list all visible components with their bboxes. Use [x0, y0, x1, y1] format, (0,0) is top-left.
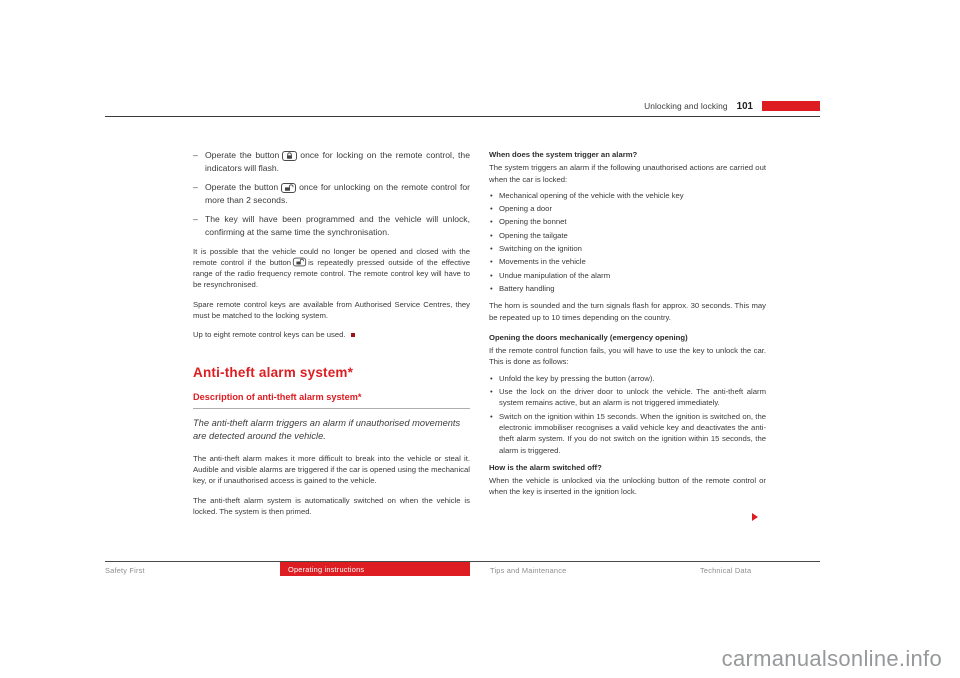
section-subheading: Description of anti-theft alarm system*: [193, 392, 470, 409]
paragraph-heading: When does the system trigger an alarm?: [489, 150, 638, 159]
list-item: • Switching on the ignition: [489, 243, 766, 254]
end-of-section-marker: [351, 333, 356, 338]
instruction-text: The key will have been programmed and the vehicle will unlock, confirming at the same time the synchronisation.: [205, 214, 470, 237]
right-column: [489, 149, 766, 503]
list-item: [193, 181, 470, 206]
body-paragraph: [193, 329, 470, 340]
header-accent-block: [762, 101, 820, 111]
paragraph-heading: Opening the doors mechanically (emergency opening): [489, 332, 688, 342]
list-item: • Switch on the ignition within 15 seconds. When the ignition is switched on, the electronic immobiliser recognises a valid vehicle key and deactivates the anti-theft alarm system. If you do not switch on the ignition within 15 seconds, the alarm is triggered.: [489, 411, 766, 456]
list-item: • Unfold the key by pressing the button (arrow).: [489, 373, 766, 384]
body-text: Up to eight remote control keys can be used.: [193, 330, 346, 340]
unlock-button-icon: [293, 258, 306, 267]
note-text: is repeatedly pressed outside of the effective range of the radio frequency remote control. The remote control key will have to be resynchronised.: [193, 257, 470, 290]
body-paragraph: The anti-theft alarm makes it more difficult to break into the vehicle or steal it. Audible and visible alarms are triggered if the car is opened using the mechanical key, or if unauthorised access is gained to the vehicle.: [193, 453, 470, 486]
site-watermark: carmanualsonline.info: [721, 646, 942, 671]
section-title: Unlocking and locking: [644, 101, 728, 111]
header-rule: [105, 116, 820, 117]
instruction-list: [193, 149, 470, 239]
list-item: • Movements in the vehicle: [489, 256, 766, 267]
continue-arrow-icon: [752, 513, 758, 521]
chapter-heading: Anti-theft alarm system*: [193, 364, 354, 380]
instruction-text: once for locking on the remote control, the indicators will flash.: [205, 150, 470, 173]
list-item: • Battery handling: [489, 283, 766, 294]
footer-tab-operating-instructions: Operating instructions: [280, 562, 470, 576]
footer-tab-technical-data: Technical Data: [700, 566, 752, 575]
body-paragraph: The system triggers an alarm if the following unauthorised actions are carried out when the car is locked:: [489, 163, 766, 184]
page-header: [105, 98, 820, 114]
list-item: • Undue manipulation of the alarm: [489, 270, 766, 281]
list-item: • Use the lock on the driver door to unlock the vehicle. The anti-theft alarm system remains active, but an alarm is not triggered immediately.: [489, 386, 766, 409]
body-paragraph: If the remote control function fails, you will have to use the key to unlock the car. This is done as follows:: [489, 346, 766, 367]
list-item: • Opening the tailgate: [489, 230, 766, 241]
body-paragraph: Spare remote control keys are available from Authorised Service Centres, they must be matched to the locking system.: [193, 299, 470, 321]
note-text: It is possible that the vehicle could no longer be opened and closed with the remote control if the button: [193, 246, 470, 267]
lock-button-icon: [282, 151, 297, 161]
footer-tab-tips-maintenance: Tips and Maintenance: [490, 566, 567, 575]
footer-tab-safety-first: Safety First: [105, 566, 145, 575]
left-column: [193, 149, 470, 525]
list-item: [193, 213, 470, 238]
alarm-trigger-list: [489, 190, 766, 294]
list-item: [193, 149, 470, 174]
body-paragraph: The horn is sounded and the turn signals flash for approx. 30 seconds. This may be repeated up to 10 times depending on the country.: [489, 301, 766, 322]
emergency-steps-list: [489, 373, 766, 456]
list-item: • Opening a door: [489, 203, 766, 214]
paragraph-heading: How is the alarm switched off?: [489, 462, 602, 472]
body-paragraph: When the vehicle is unlocked via the unlocking button of the remote control or when the key is inserted in the ignition lock.: [489, 476, 766, 497]
unlock-button-icon: [281, 183, 296, 193]
body-paragraph: The anti-theft alarm system is automatically switched on when the vehicle is locked. The system is then primed.: [193, 495, 470, 516]
list-item: • Mechanical opening of the vehicle with the vehicle key: [489, 190, 766, 201]
note-paragraph: [193, 246, 470, 291]
lead-paragraph: The anti-theft alarm triggers an alarm if unauthorised movements are detected around the vehicle.: [193, 417, 461, 441]
page-number: 101: [736, 100, 753, 112]
instruction-text: once for unlocking on the remote control for more than 2 seconds.: [205, 182, 470, 205]
instruction-text: Operate the button: [205, 182, 279, 193]
instruction-text: Operate the button: [205, 150, 280, 160]
list-item: • Opening the bonnet: [489, 216, 766, 227]
